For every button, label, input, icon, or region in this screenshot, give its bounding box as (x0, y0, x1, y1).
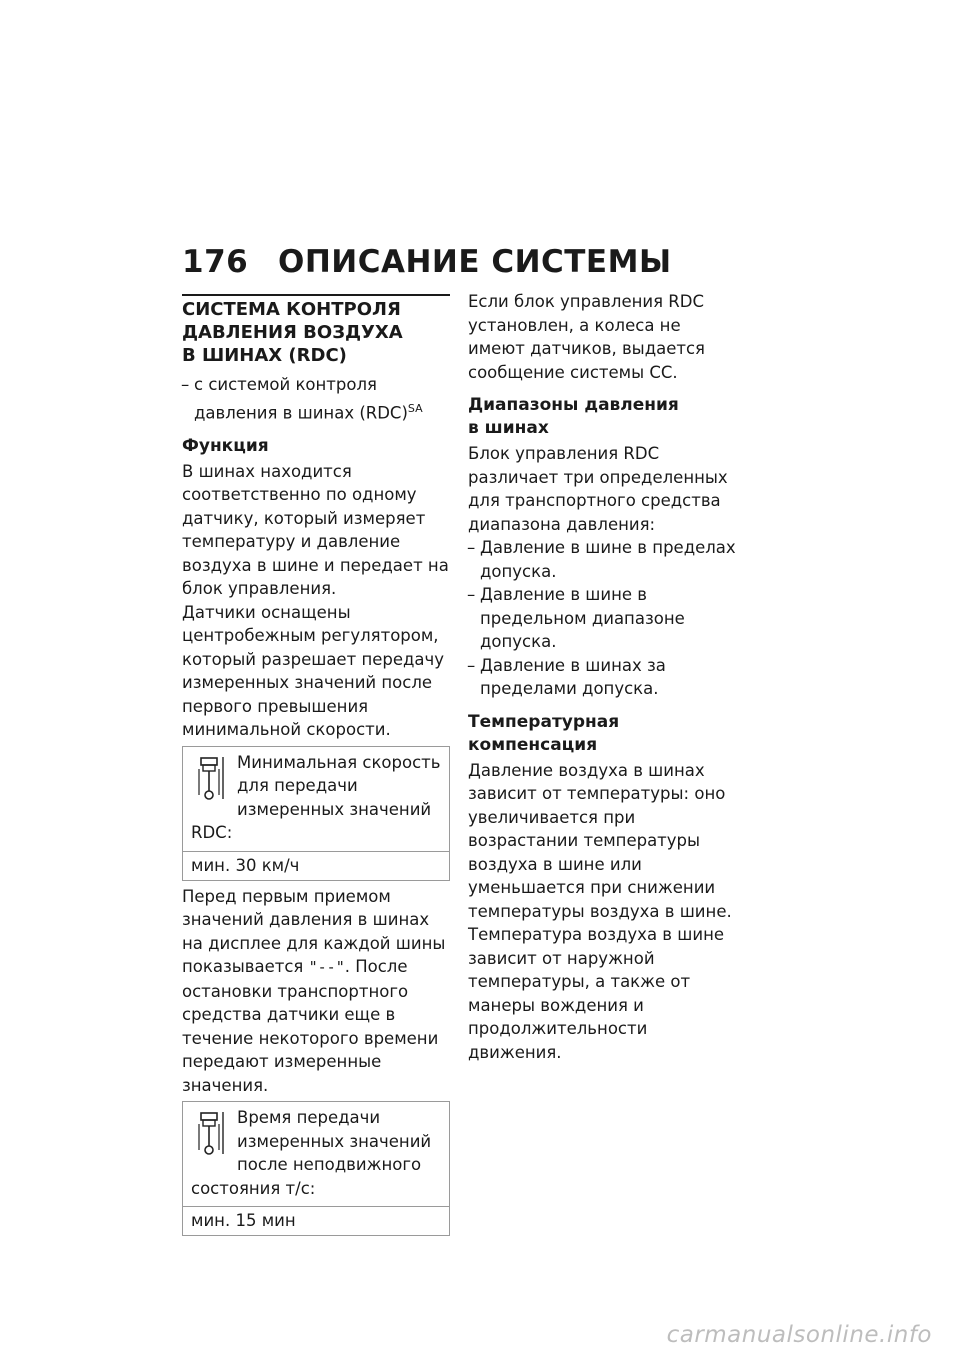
info-box-text: Минимальная скорость для передачи измеренных значений RDC: (191, 752, 441, 842)
ranges-intro: Блок управления RDC различает три определенных для транспортного средства диапазона давления: (468, 444, 728, 534)
range-item: – Давление в шине в предельном диапазоне допуска. (468, 583, 736, 654)
info-box-body (183, 1102, 449, 1206)
temperature-heading: Температурная компенсация (468, 711, 620, 755)
function-paragraph-2: Датчики оснащены центробежным регулятором, который разрешает передачу измеренных значений после первого превышения минимальной скорости. (182, 602, 445, 739)
ranges-heading: Диапазоны давления в шинах (468, 395, 679, 438)
function-paragraph-1: В шинах находится соответственно по одному датчику, который измеряет температуру и давление воздуха в шине и передает на блок управления. (182, 461, 449, 598)
tire-gauge-icon (193, 755, 229, 801)
display-code: "--" (308, 958, 345, 976)
section-title-line-1: СИСТЕМА КОНТРОЛЯ (182, 299, 401, 320)
info-box-value: мин. 15 мин (183, 1206, 449, 1235)
watermark: carmanualsonline.info (666, 1322, 932, 1348)
section-title (182, 298, 450, 367)
chapter-title: ОПИСАНИЕ СИСТЕМЫ (278, 244, 672, 280)
tire-gauge-icon (193, 1110, 229, 1156)
info-box-body (183, 747, 449, 851)
cc-message-paragraph: Если блок управления RDC установлен, а колеса не имеют датчиков, выдается сообщение системы CC. (468, 292, 705, 382)
transmit-time-info-box (182, 1101, 450, 1236)
left-column (182, 294, 450, 1240)
display-paragraph: Перед первым приемом значений давления в шинах на дисплее для каждой шины показывается "--". После остановки транспортного средства датчики еще в течение некоторого времени передают измеренные значения. (182, 886, 446, 1095)
sa-superscript: SA (407, 401, 423, 415)
range-item: – Давление в шинах за пределами допуска. (468, 654, 736, 701)
page-number: 176 (182, 244, 249, 280)
section-title-line-3: В ШИНАХ (RDC) (182, 345, 347, 366)
min-speed-info-box (182, 746, 450, 881)
info-box-value: мин. 30 км/ч (183, 851, 449, 880)
right-column (468, 290, 736, 1064)
range-item: – Давление в шине в пределах допуска. (468, 536, 736, 583)
temperature-paragraph: Давление воздуха в шинах зависит от температуры: оно увеличивается при возрастании температуры воздуха в шине или уменьшается при снижении температуры воздуха в шине. Температура воздуха в шине зависит от наружной температуры, а также от манеры вождения и продолжительности движения. (468, 760, 732, 1062)
page-header (182, 244, 672, 280)
equipment-note: – с системой контроля давления в шинах (RDC)$^{SA}$ (182, 373, 450, 425)
section-title-line-2: ДАВЛЕНИЯ ВОЗДУХА (182, 322, 403, 343)
function-heading: Функция (182, 435, 269, 456)
info-box-text: Время передачи измеренных значений после неподвижного состояния т/с: (191, 1108, 432, 1198)
